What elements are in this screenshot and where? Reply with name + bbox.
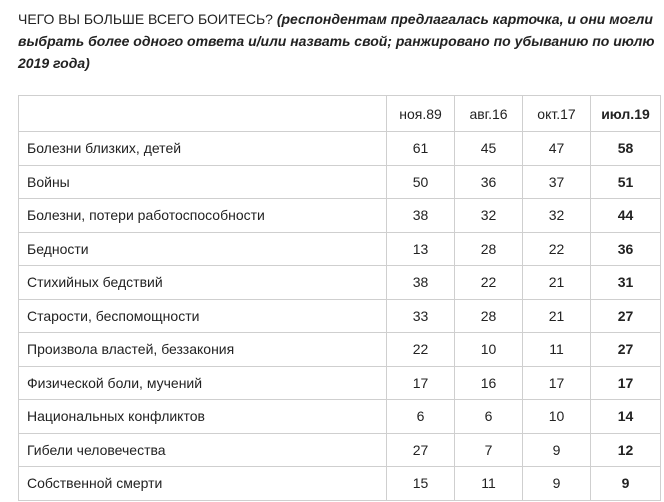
cell-value: 38 [387, 266, 455, 300]
cell-value: 10 [523, 400, 591, 434]
cell-value: 13 [387, 232, 455, 266]
cell-value: 27 [387, 433, 455, 467]
cell-value: 32 [523, 199, 591, 233]
cell-value: 17 [591, 366, 661, 400]
cell-value: 33 [387, 299, 455, 333]
poll-table [18, 95, 661, 501]
table-row [19, 132, 661, 166]
cell-value: 7 [455, 433, 523, 467]
cell-value: 10 [455, 333, 523, 367]
row-label: Физической боли, мучений [19, 366, 387, 400]
column-header: окт.17 [523, 96, 591, 132]
cell-value: 22 [387, 333, 455, 367]
row-label: Болезни, потери работоспособности [19, 199, 387, 233]
cell-value: 50 [387, 165, 455, 199]
cell-value: 9 [523, 467, 591, 501]
cell-value: 27 [591, 299, 661, 333]
cell-value: 16 [455, 366, 523, 400]
column-header: июл.19 [591, 96, 661, 132]
cell-value: 6 [455, 400, 523, 434]
cell-value: 22 [523, 232, 591, 266]
cell-value: 17 [387, 366, 455, 400]
header-empty-cell [19, 96, 387, 132]
table-row [19, 232, 661, 266]
cell-value: 9 [523, 433, 591, 467]
column-header: ноя.89 [387, 96, 455, 132]
cell-value: 27 [591, 333, 661, 367]
table-header-row [19, 96, 661, 132]
row-label: Стихийных бедствий [19, 266, 387, 300]
table-row [19, 366, 661, 400]
cell-value: 37 [523, 165, 591, 199]
cell-value: 21 [523, 266, 591, 300]
table-row [19, 333, 661, 367]
cell-value: 12 [591, 433, 661, 467]
cell-value: 14 [591, 400, 661, 434]
cell-value: 36 [455, 165, 523, 199]
cell-value: 51 [591, 165, 661, 199]
table-row [19, 467, 661, 501]
cell-value: 11 [523, 333, 591, 367]
cell-value: 22 [455, 266, 523, 300]
cell-value: 28 [455, 232, 523, 266]
question-text: ЧЕГО ВЫ БОЛЬШЕ ВСЕГО БОИТЕСЬ? [18, 11, 273, 27]
table-row [19, 433, 661, 467]
row-label: Произвола властей, беззакония [19, 333, 387, 367]
row-label: Собственной смерти [19, 467, 387, 501]
table-row [19, 299, 661, 333]
table-row [19, 400, 661, 434]
cell-value: 15 [387, 467, 455, 501]
cell-value: 11 [455, 467, 523, 501]
cell-value: 58 [591, 132, 661, 166]
cell-value: 38 [387, 199, 455, 233]
cell-value: 9 [591, 467, 661, 501]
cell-value: 45 [455, 132, 523, 166]
table-row [19, 165, 661, 199]
row-label: Гибели человечества [19, 433, 387, 467]
cell-value: 44 [591, 199, 661, 233]
row-label: Бедности [19, 232, 387, 266]
row-label: Старости, беспомощности [19, 299, 387, 333]
cell-value: 47 [523, 132, 591, 166]
cell-value: 21 [523, 299, 591, 333]
cell-value: 28 [455, 299, 523, 333]
cell-value: 17 [523, 366, 591, 400]
row-label: Болезни близких, детей [19, 132, 387, 166]
cell-value: 6 [387, 400, 455, 434]
caption-note: (респондентам предлагалась карточка, и они могли выбрать более одного ответа и/или назвать свой; ранжировано по убыванию по июлю 2019 года) [18, 11, 655, 71]
cell-value: 61 [387, 132, 455, 166]
table-row [19, 266, 661, 300]
row-label: Войны [19, 165, 387, 199]
cell-value: 36 [591, 232, 661, 266]
table-row [19, 199, 661, 233]
table-caption [18, 8, 658, 74]
cell-value: 32 [455, 199, 523, 233]
cell-value: 31 [591, 266, 661, 300]
column-header: авг.16 [455, 96, 523, 132]
row-label: Национальных конфликтов [19, 400, 387, 434]
